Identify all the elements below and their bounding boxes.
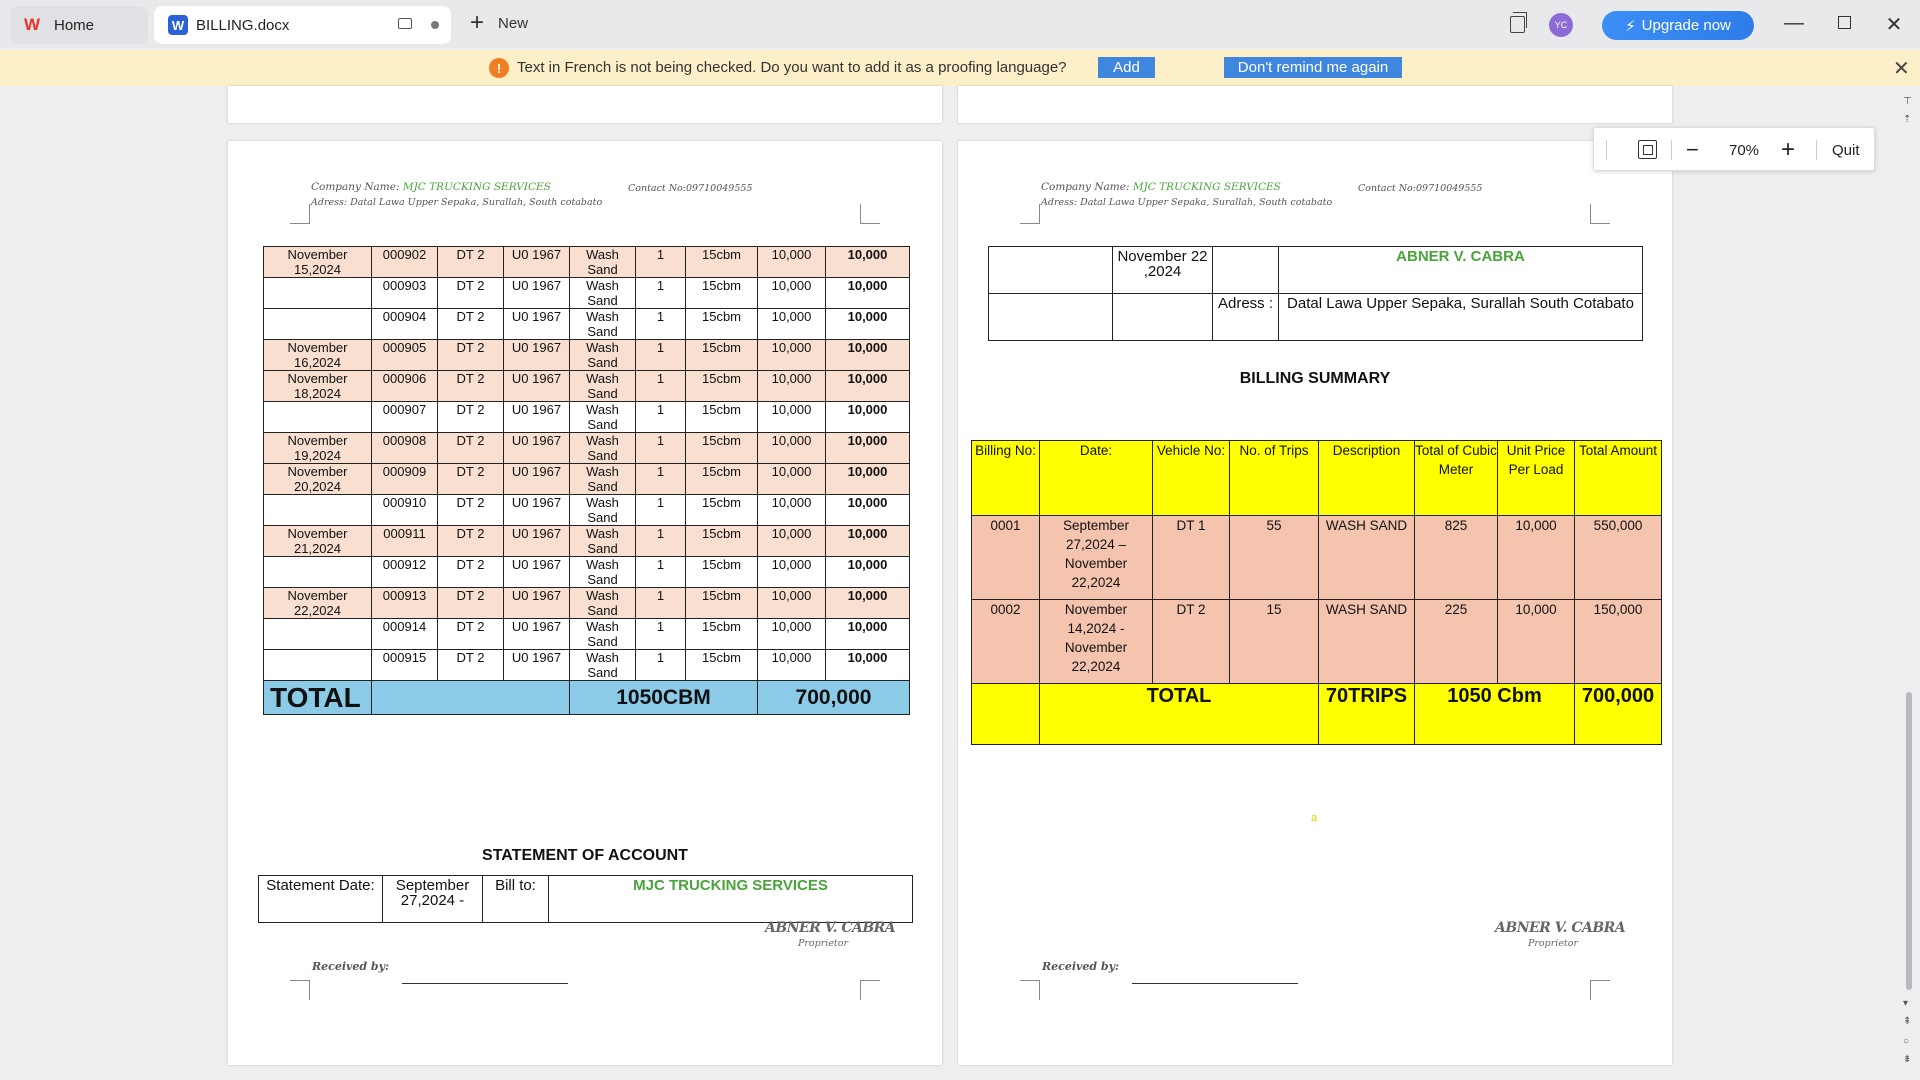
- page-right: [958, 141, 1672, 1065]
- vehicle-number: DT 2: [438, 526, 504, 557]
- description: Wash Sand: [570, 247, 636, 278]
- stray-character: a: [1311, 812, 1318, 824]
- vehicle-number: DT 2: [438, 619, 504, 650]
- summary-total-cbm: 1050 Cbm: [1415, 684, 1575, 745]
- billing-number: 000903: [372, 278, 438, 309]
- amount: 10,000: [826, 402, 910, 433]
- cubic-meter: 15cbm: [686, 526, 758, 557]
- avatar[interactable]: YC: [1549, 13, 1573, 37]
- received-by-line: [1132, 983, 1298, 984]
- tab-home-label: Home: [54, 16, 95, 34]
- unit-price: 10,000: [758, 371, 826, 402]
- wps-logo-icon: W: [24, 15, 41, 34]
- crop-mark: [290, 980, 310, 1000]
- description: Wash Sand: [570, 371, 636, 402]
- trip-row: [264, 278, 910, 309]
- zoom-level[interactable]: 70%: [1729, 142, 1760, 159]
- fit-page-icon[interactable]: [1638, 140, 1657, 159]
- description: Wash Sand: [570, 402, 636, 433]
- crop-mark: [290, 204, 310, 224]
- unit-number: U0 1967: [504, 526, 570, 557]
- vehicle-number: DT 2: [438, 495, 504, 526]
- trip-row: [264, 526, 910, 557]
- warning-icon: !: [489, 58, 509, 78]
- summary-cell: 0002: [972, 600, 1040, 684]
- page-left: [228, 141, 942, 1065]
- cubic-meter: 15cbm: [686, 619, 758, 650]
- statement-table: [258, 875, 913, 923]
- crop-mark: [1020, 204, 1040, 224]
- billing-number: 000912: [372, 557, 438, 588]
- billing-number: 000910: [372, 495, 438, 526]
- amount: 10,000: [826, 588, 910, 619]
- billing-number: 000904: [372, 309, 438, 340]
- billing-number: 000914: [372, 619, 438, 650]
- unit-number: U0 1967: [504, 371, 570, 402]
- header-address: Adress: Datal Lawa Upper Sepaka, Surallah, South cotabato: [1041, 197, 1333, 208]
- next-page-icon[interactable]: ⇟: [1903, 1054, 1912, 1065]
- description: Wash Sand: [570, 526, 636, 557]
- unit-price: 10,000: [758, 340, 826, 371]
- amount: 10,000: [826, 557, 910, 588]
- trip-count: 1: [636, 464, 686, 495]
- unit-price: 10,000: [758, 433, 826, 464]
- amount: 10,000: [826, 495, 910, 526]
- header-company-name: MJC TRUCKING SERVICES: [1132, 181, 1281, 193]
- header-company-prefix: Company Name:: [1041, 181, 1130, 193]
- trip-row: [264, 402, 910, 433]
- summary-total-amount: 700,000: [1575, 684, 1662, 745]
- unit-price: 10,000: [758, 619, 826, 650]
- info-name: ABNER V. CABRA: [1279, 247, 1643, 294]
- scrollbar-thumb[interactable]: [1906, 692, 1912, 990]
- proofing-notification-bar: [0, 50, 1920, 86]
- description: Wash Sand: [570, 619, 636, 650]
- trip-count: 1: [636, 557, 686, 588]
- summary-total-trips: 70TRIPS: [1319, 684, 1415, 745]
- page-previous-left: [228, 86, 942, 123]
- trip-date: [264, 650, 372, 681]
- crop-mark: [860, 204, 880, 224]
- trip-date: November 18,2024: [264, 371, 372, 402]
- summary-total-blank: [972, 684, 1040, 745]
- quit-button[interactable]: Quit: [1832, 142, 1860, 159]
- summary-cell: 0001: [972, 516, 1040, 600]
- amount: 10,000: [826, 247, 910, 278]
- trip-date: November 19,2024: [264, 433, 372, 464]
- unsaved-dot-icon[interactable]: [431, 21, 439, 29]
- zoom-in-icon[interactable]: +: [1781, 136, 1796, 163]
- toolbar-divider: [1671, 140, 1672, 160]
- unit-number: U0 1967: [504, 433, 570, 464]
- summary-cell: WASH SAND: [1319, 516, 1415, 600]
- statement-title: STATEMENT OF ACCOUNT: [482, 847, 688, 864]
- received-by-label: Received by:: [312, 960, 390, 973]
- trip-date: November 16,2024: [264, 340, 372, 371]
- trip-date: November 15,2024: [264, 247, 372, 278]
- vehicle-number: DT 2: [438, 464, 504, 495]
- summary-cell: 150,000: [1575, 600, 1662, 684]
- vehicle-number: DT 2: [438, 247, 504, 278]
- summary-header-cell: No. of Trips: [1230, 441, 1319, 516]
- cubic-meter: 15cbm: [686, 402, 758, 433]
- trip-row: [264, 619, 910, 650]
- info-blank: [989, 294, 1113, 341]
- zoom-toolbar: [1593, 127, 1875, 171]
- unit-number: U0 1967: [504, 309, 570, 340]
- billing-summary-table: [971, 440, 1662, 745]
- unit-number: U0 1967: [504, 557, 570, 588]
- statement-date-label: Statement Date:: [259, 876, 383, 923]
- info-address-label: Adress :: [1213, 294, 1279, 341]
- summary-row: [972, 600, 1662, 684]
- trip-date: [264, 309, 372, 340]
- trip-count: 1: [636, 588, 686, 619]
- trip-count: 1: [636, 526, 686, 557]
- billing-summary-title: BILLING SUMMARY: [1239, 370, 1391, 387]
- vehicle-number: DT 2: [438, 588, 504, 619]
- header-contact: Contact No:09710049555: [1358, 183, 1483, 194]
- vehicle-number: DT 2: [438, 371, 504, 402]
- amount: 10,000: [826, 278, 910, 309]
- cubic-meter: 15cbm: [686, 278, 758, 309]
- trip-date: November 20,2024: [264, 464, 372, 495]
- vertical-scrollbar[interactable]: [1898, 86, 1920, 1080]
- header-address: Adress: Datal Lawa Upper Sepaka, Surallah, South cotabato: [311, 197, 603, 208]
- unit-price: 10,000: [758, 588, 826, 619]
- maximize-icon[interactable]: [1832, 12, 1856, 35]
- trips-total-label: TOTAL: [264, 681, 372, 715]
- cubic-meter: 15cbm: [686, 340, 758, 371]
- trip-row: [264, 309, 910, 340]
- description: Wash Sand: [570, 340, 636, 371]
- signature-name: ABNER V. CABRA: [1495, 920, 1626, 936]
- crop-mark: [1020, 980, 1040, 1000]
- summary-cell: November 14,2024 - November 22,2024: [1040, 600, 1153, 684]
- trip-date: November 22,2024: [264, 588, 372, 619]
- tab-document-label: BILLING.docx: [196, 16, 290, 34]
- cubic-meter: 15cbm: [686, 371, 758, 402]
- summary-cell: September 27,2024 – November 22,2024: [1040, 516, 1153, 600]
- scroll-down-icon[interactable]: ▾: [1903, 998, 1909, 1009]
- lightning-icon: ⚡: [1625, 17, 1636, 35]
- summary-cell: 225: [1415, 600, 1498, 684]
- trip-row: [264, 464, 910, 495]
- trip-row: [264, 433, 910, 464]
- billing-number: 000909: [372, 464, 438, 495]
- word-document-icon: W: [168, 15, 188, 35]
- vehicle-number: DT 2: [438, 433, 504, 464]
- billing-number: 000913: [372, 588, 438, 619]
- summary-cell: 15: [1230, 600, 1319, 684]
- description: Wash Sand: [570, 278, 636, 309]
- description: Wash Sand: [570, 495, 636, 526]
- signature-title: Proprietor: [798, 938, 849, 949]
- trip-count: 1: [636, 402, 686, 433]
- minimize-icon[interactable]: —: [1784, 12, 1804, 34]
- window-switch-icon[interactable]: [1510, 16, 1525, 33]
- bill-to-value: MJC TRUCKING SERVICES: [549, 876, 913, 923]
- statement-date-value: September 27,2024 -: [383, 876, 483, 923]
- summary-cell: 550,000: [1575, 516, 1662, 600]
- trip-date: [264, 619, 372, 650]
- trips-total-cbm: 1050CBM: [570, 681, 758, 715]
- signature-title: Proprietor: [1528, 938, 1579, 949]
- signature-name: ABNER V. CABRA: [765, 920, 896, 936]
- cubic-meter: 15cbm: [686, 588, 758, 619]
- trip-count: 1: [636, 371, 686, 402]
- header-company: [311, 181, 551, 193]
- close-notification-icon[interactable]: ✕: [1893, 58, 1910, 80]
- select-browse-object-icon[interactable]: ○: [1903, 1036, 1910, 1047]
- unit-price: 10,000: [758, 495, 826, 526]
- cubic-meter: 15cbm: [686, 433, 758, 464]
- trip-date: [264, 278, 372, 309]
- billing-number: 000902: [372, 247, 438, 278]
- unit-number: U0 1967: [504, 340, 570, 371]
- trips-total-amount: 700,000: [758, 681, 910, 715]
- vehicle-number: DT 2: [438, 650, 504, 681]
- trip-count: 1: [636, 309, 686, 340]
- summary-header-cell: Date:: [1040, 441, 1153, 516]
- summary-header-cell: Description: [1319, 441, 1415, 516]
- crop-mark: [1590, 980, 1610, 1000]
- cubic-meter: 15cbm: [686, 309, 758, 340]
- unit-number: U0 1967: [504, 588, 570, 619]
- amount: 10,000: [826, 371, 910, 402]
- unit-price: 10,000: [758, 309, 826, 340]
- plus-icon: +: [470, 9, 485, 36]
- summary-total-label: TOTAL: [1040, 684, 1319, 745]
- trip-count: 1: [636, 278, 686, 309]
- trip-row: [264, 247, 910, 278]
- trips-total-blank: [372, 681, 570, 715]
- trip-count: 1: [636, 433, 686, 464]
- unit-number: U0 1967: [504, 278, 570, 309]
- amount: 10,000: [826, 433, 910, 464]
- trip-date: [264, 495, 372, 526]
- trip-row: [264, 495, 910, 526]
- description: Wash Sand: [570, 464, 636, 495]
- summary-header-cell: Unit Price Per Load: [1498, 441, 1575, 516]
- vehicle-number: DT 2: [438, 402, 504, 433]
- previous-page-icon[interactable]: ⇞: [1903, 1016, 1912, 1027]
- title-bar: [0, 0, 1920, 48]
- summary-cell: WASH SAND: [1319, 600, 1415, 684]
- description: Wash Sand: [570, 650, 636, 681]
- ruler-toggle-icon[interactable]: ⊤: [1903, 96, 1912, 107]
- cubic-meter: 15cbm: [686, 495, 758, 526]
- cubic-meter: 15cbm: [686, 464, 758, 495]
- unit-price: 10,000: [758, 650, 826, 681]
- tab-document[interactable]: [154, 6, 451, 44]
- description: Wash Sand: [570, 309, 636, 340]
- description: Wash Sand: [570, 588, 636, 619]
- trip-count: 1: [636, 495, 686, 526]
- unit-price: 10,000: [758, 557, 826, 588]
- unit-price: 10,000: [758, 247, 826, 278]
- header-contact: Contact No:09710049555: [628, 183, 753, 194]
- add-language-button[interactable]: Add: [1098, 57, 1155, 78]
- amount: 10,000: [826, 309, 910, 340]
- trip-date: [264, 402, 372, 433]
- info-date: November 22 ,2024: [1113, 247, 1213, 294]
- header-company-prefix: Company Name:: [311, 181, 400, 193]
- close-window-icon[interactable]: ✕: [1885, 14, 1903, 36]
- trip-count: 1: [636, 247, 686, 278]
- unit-number: U0 1967: [504, 650, 570, 681]
- unit-price: 10,000: [758, 402, 826, 433]
- description: Wash Sand: [570, 433, 636, 464]
- unit-number: U0 1967: [504, 464, 570, 495]
- trip-row: [264, 340, 910, 371]
- dont-remind-button[interactable]: Don't remind me again: [1224, 57, 1402, 78]
- cubic-meter: 15cbm: [686, 247, 758, 278]
- billing-number: 000908: [372, 433, 438, 464]
- unit-number: U0 1967: [504, 495, 570, 526]
- vehicle-number: DT 2: [438, 278, 504, 309]
- unit-price: 10,000: [758, 464, 826, 495]
- received-by-line: [402, 983, 568, 984]
- unit-price: 10,000: [758, 278, 826, 309]
- bill-to-label: Bill to:: [483, 876, 549, 923]
- trip-count: 1: [636, 619, 686, 650]
- crop-mark: [860, 980, 880, 1000]
- info-address-value: Datal Lawa Upper Sepaka, Surallah South Cotabato: [1279, 294, 1643, 341]
- trips-table: [263, 246, 910, 715]
- trip-count: 1: [636, 650, 686, 681]
- summary-cell: DT 2: [1153, 600, 1230, 684]
- new-tab-label: New: [498, 14, 529, 32]
- billing-number: 000915: [372, 650, 438, 681]
- info-blank: [1113, 294, 1213, 341]
- unit-number: U0 1967: [504, 247, 570, 278]
- summary-header-row: [972, 441, 1662, 516]
- trip-date: [264, 557, 372, 588]
- billing-number: 000905: [372, 340, 438, 371]
- vehicle-number: DT 2: [438, 309, 504, 340]
- trips-total-row: [264, 681, 910, 715]
- vehicle-number: DT 2: [438, 340, 504, 371]
- header-company: [1041, 181, 1281, 193]
- summary-cell: 55: [1230, 516, 1319, 600]
- billing-number: 000911: [372, 526, 438, 557]
- summary-header-cell: Billing No:: [972, 441, 1040, 516]
- toolbar-divider: [1816, 140, 1817, 160]
- trip-row: [264, 371, 910, 402]
- info-blank: [989, 247, 1113, 294]
- summary-cell: 825: [1415, 516, 1498, 600]
- cubic-meter: 15cbm: [686, 557, 758, 588]
- summary-row: [972, 516, 1662, 600]
- unit-number: U0 1967: [504, 402, 570, 433]
- description: Wash Sand: [570, 557, 636, 588]
- summary-total-row: [972, 684, 1662, 745]
- unit-number: U0 1967: [504, 619, 570, 650]
- notification-message: Text in French is not being checked. Do you want to add it as a proofing language?: [517, 59, 1067, 76]
- trip-row: [264, 588, 910, 619]
- scroll-page-up-icon[interactable]: ⇡: [1903, 114, 1912, 125]
- trip-date: November 21,2024: [264, 526, 372, 557]
- amount: 10,000: [826, 340, 910, 371]
- upgrade-label: Upgrade now: [1641, 17, 1731, 34]
- trip-row: [264, 650, 910, 681]
- billing-number: 000906: [372, 371, 438, 402]
- billing-number: 000907: [372, 402, 438, 433]
- crop-mark: [1590, 204, 1610, 224]
- info-blank: [1213, 247, 1279, 294]
- summary-header-cell: Total of Cubic Meter: [1415, 441, 1498, 516]
- vehicle-number: DT 2: [438, 557, 504, 588]
- page-previous-right: [958, 86, 1672, 123]
- trip-count: 1: [636, 340, 686, 371]
- upgrade-button[interactable]: [1602, 11, 1754, 40]
- tab-home[interactable]: [10, 6, 148, 44]
- client-info-table: [988, 246, 1643, 341]
- received-by-label: Received by:: [1042, 960, 1120, 973]
- summary-header-cell: Total Amount: [1575, 441, 1662, 516]
- new-tab-button[interactable]: [470, 9, 529, 36]
- summary-header-cell: Vehicle No:: [1153, 441, 1230, 516]
- header-company-name: MJC TRUCKING SERVICES: [402, 181, 551, 193]
- monitor-icon[interactable]: [398, 18, 412, 29]
- amount: 10,000: [826, 526, 910, 557]
- summary-cell: 10,000: [1498, 600, 1575, 684]
- unit-price: 10,000: [758, 526, 826, 557]
- trip-row: [264, 557, 910, 588]
- amount: 10,000: [826, 619, 910, 650]
- toolbar-divider: [1606, 140, 1607, 160]
- summary-cell: DT 1: [1153, 516, 1230, 600]
- cubic-meter: 15cbm: [686, 650, 758, 681]
- amount: 10,000: [826, 650, 910, 681]
- amount: 10,000: [826, 464, 910, 495]
- zoom-out-icon[interactable]: −: [1686, 137, 1699, 162]
- summary-cell: 10,000: [1498, 516, 1575, 600]
